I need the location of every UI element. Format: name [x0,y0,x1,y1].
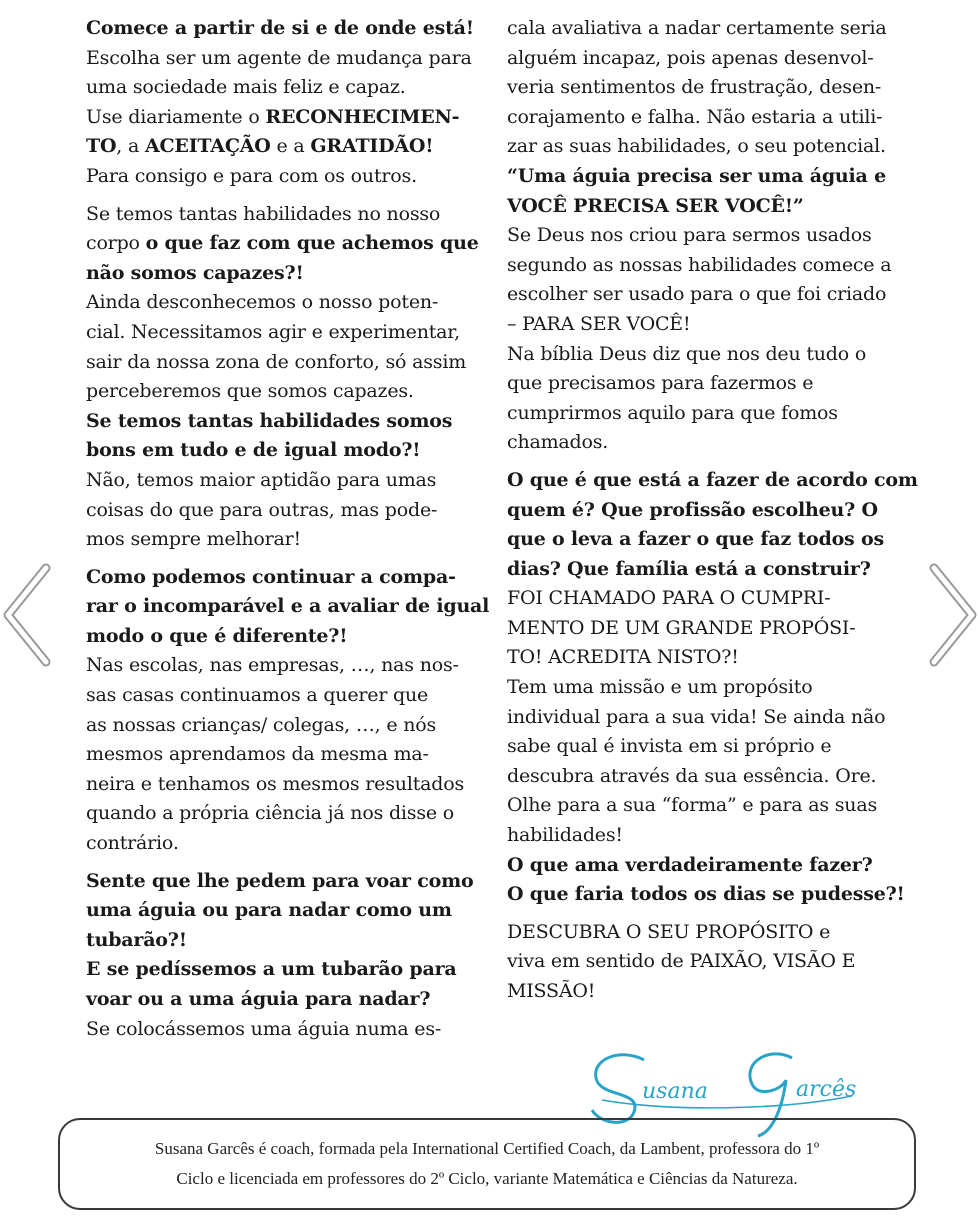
paragraph-called: FOI CHAMADO PARA O CUMPRI- MENTO DE UM GRANDE PROPÓSI- TO! ACREDITA NISTO?! [507,587,856,669]
paragraph-for-others: Para consigo e para com os outros. [86,164,417,187]
text-run: Se temos tantas habilidades no nosso corpo [86,202,441,255]
signature-text-2: arcês [796,1077,857,1102]
paragraph-discover: DESCUBRA O SEU PROPÓSITO e viva em sentido de PAIXÃO, VISÃO E MISSÃO! [507,920,856,1002]
bold-run: RECONHECIMEN- TO [86,105,460,158]
paragraph-change-agent: Escolha ser um agente de mudança para uma sociedade mais feliz e capaz. [86,46,472,99]
paragraph-bible: Na bíblia Deus diz que nos deu tudo o que precisamos para fazermos e cumprirmos aquilo para que fomos chamados. [507,342,867,454]
author-bio-box [58,1118,916,1210]
paragraph-mission: Tem uma missão e um propósito individual para a sua vida! Se ainda não sabe qual é invista em si próprio e descubra através da sua essência. Ore. Olhe para a sua “forma” e para as suas habilidades! [507,676,886,847]
text-run: , a [116,135,145,158]
bio-line-2: Ciclo e licenciada em professores do 2º Ciclo, variante Matemática e Ciências da Natureza. [176,1169,798,1188]
paragraph-potential: Ainda desconhecemos o nosso poten- cial. Necessitamos agir e experimentar, sair da nossa zona de conforto, só assim perceberemos que somos capazes. [86,291,467,403]
bold-run: GRATIDÃO! [310,135,434,158]
chevron-right-icon [920,560,980,670]
bold-run: o que faz com que achemos que não somos capazes?! [86,232,479,284]
paragraph-start [86,14,501,44]
bold-run: E se pedíssemos a um tubarão para voar ou a uma águia para nadar? [86,958,457,1010]
bold-run: “Uma águia precisa ser uma águia e VOCÊ PRECISA SER VOCÊ!” [507,164,886,217]
paragraph-love-doing [507,851,927,910]
bio-line-1: Susana Garcês é coach, formada pela International Certified Coach, da Lambent, professora do 1º [154,1139,820,1158]
paragraph-eagle-quote [507,162,927,221]
paragraph-questions [507,466,927,584]
paragraph-god-created: Se Deus nos criou para sermos usados segundo as nossas habilidades comece a escolher ser usado para o que foi criado – PARA SER VOCÊ! [507,224,892,335]
paragraph-eagle-shark [86,867,501,956]
paragraph-compare [86,563,501,652]
paragraph-what-if [86,955,501,1014]
bold-run: O que é que está a fazer de acordo com quem é? Que profissão escolheu? O que o leva a fazer o que faz todos os dias? Que família está a construir? [507,468,918,580]
text-run: Use diariamente o [86,105,266,128]
signature-text: usana [642,1079,708,1104]
bold-run: Se temos tantas habilidades somos bons em tudo e de igual modo?! [86,409,453,462]
text-run: e a [270,135,311,158]
article-right-column [507,14,927,1007]
paragraph-recognition [86,103,501,162]
paragraph-frustration: cala avaliativa a nadar certamente seria alguém incapaz, pois apenas desenvol- veria sentimentos de frustração, desen- corajamento e falha. Não estaria a utili- zar as suas habilidades, o seu potencial. [507,17,887,158]
bold-run: Sente que lhe pedem para voar como uma águia ou para nadar como um tubarão?! [86,869,474,951]
paragraph-abilities [86,200,501,289]
paragraph-schools: Nas escolas, nas empresas, …, nas nos- sas casas continuamos a querer que as nossas crianças/ colegas, …, e nós mesmos aprendamos da mesma ma- neira e tenhamos os mesmos resultados quando a própria ciência já nos disse o contrário. [86,654,465,855]
bold-run: O que ama verdadeiramente fazer? O que faria todos os dias se pudesse?! [507,853,905,906]
chevron-left-icon [0,560,60,670]
next-page-button[interactable] [920,560,980,670]
bold-run: ACEITAÇÃO [144,135,271,158]
paragraph-eagle-scale: Se colocássemos uma águia numa es- [86,1017,442,1040]
heading-start: Comece a partir de si e de onde está! [86,17,474,39]
paragraph-good-at-all [86,407,501,466]
bold-run: Como podemos continuar a compa- rar o incomparável e a avaliar de igual modo o que é diferente?! [86,565,490,647]
prev-page-button[interactable] [0,560,60,670]
paragraph-aptitude: Não, temos maior aptidão para umas coisas do que para outras, mas pode- mos sempre melhorar! [86,468,438,551]
article-left-column [86,14,501,1044]
